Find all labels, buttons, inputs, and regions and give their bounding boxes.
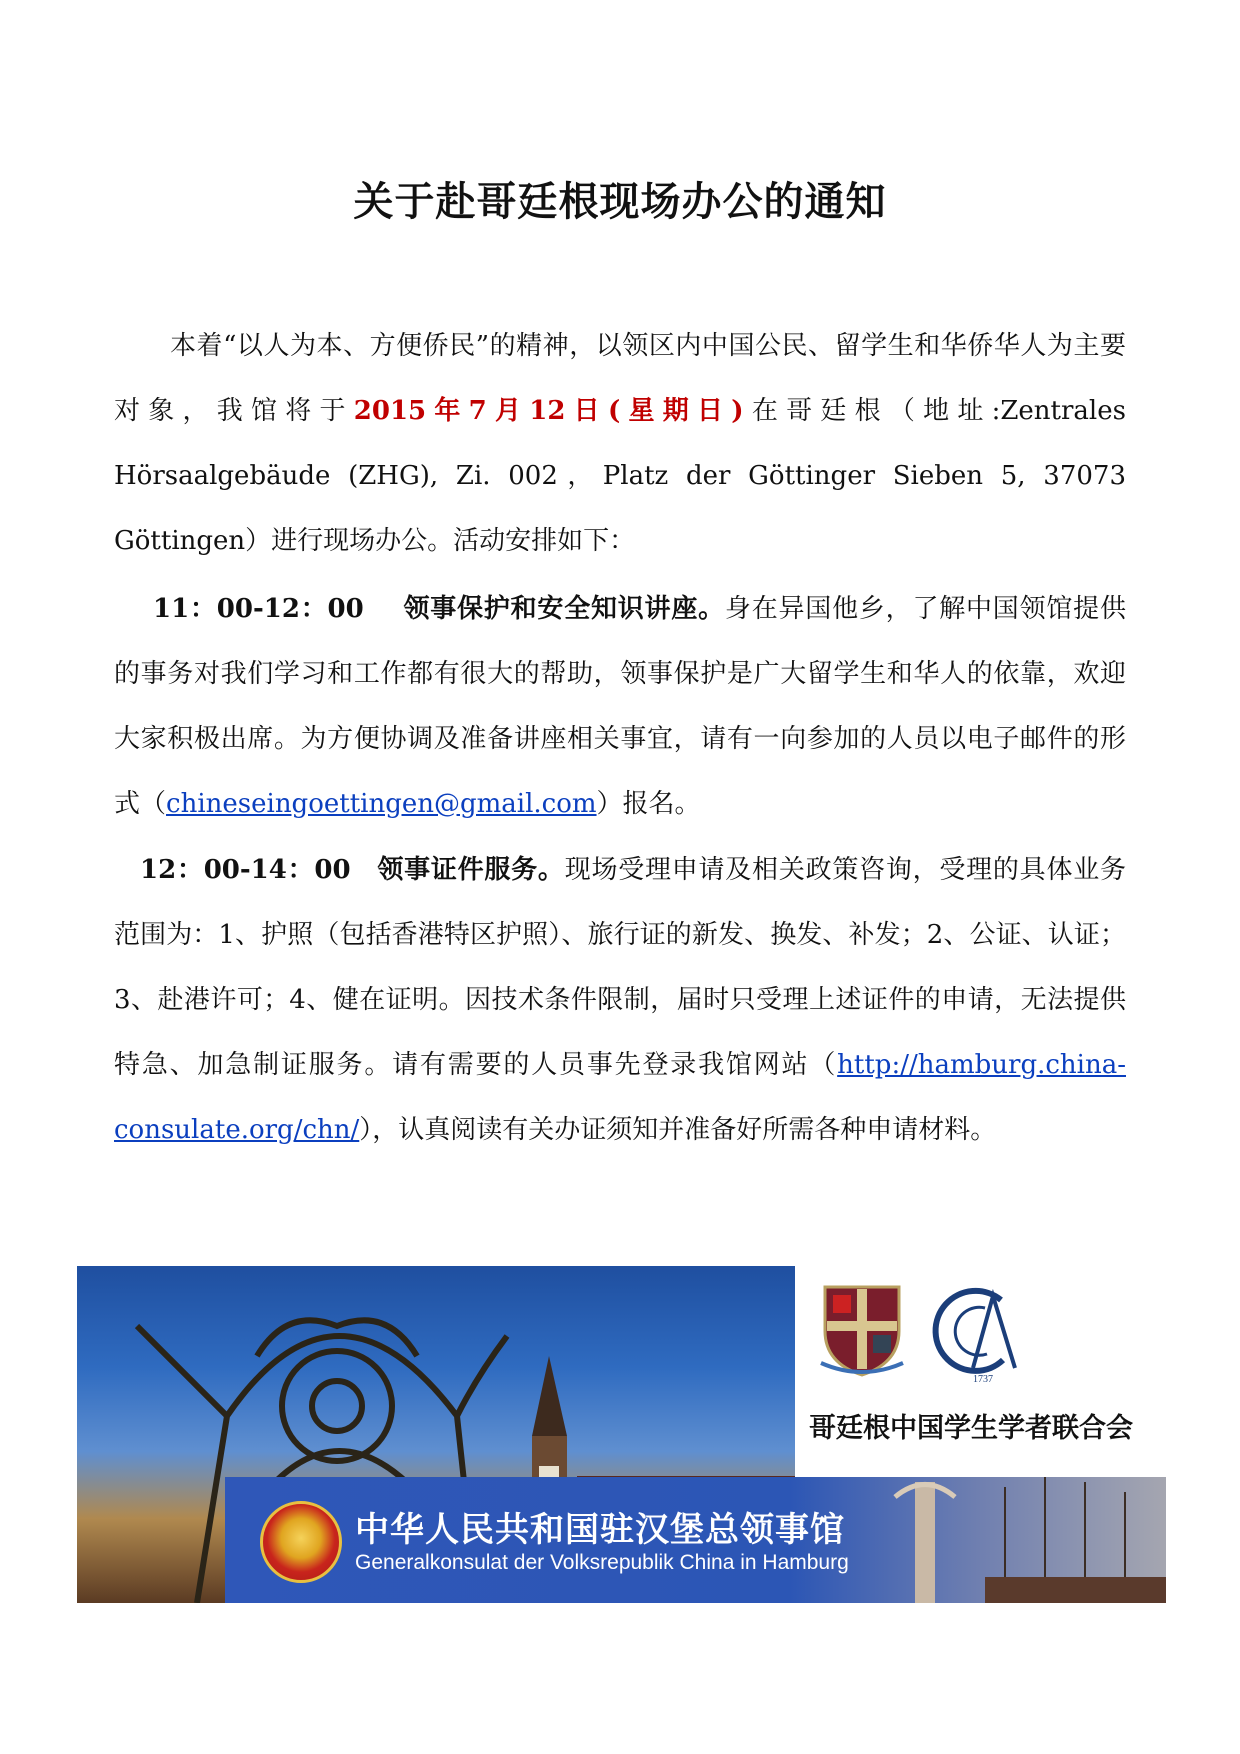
lecture-text-a: 身在异国他乡，了解中国领馆提供的事务对我们学习和工作都有很大的帮助，领事保护是广大留学生和华人的依靠，欢迎大家积极出席。为方便协调及准备讲座相关事宜，请有一向参加的人员以电子邮件的形式（	[114, 594, 1126, 819]
documents-heading: 领事证件服务。	[376, 855, 565, 885]
consulate-website-link[interactable]: http://hamburg.china-consulate.org/chn/	[114, 1050, 1126, 1145]
footer-banner	[77, 1266, 1166, 1603]
goettingen-university-logo-icon	[923, 1278, 1029, 1384]
lecture-heading: 领事保护和安全知识讲座。	[402, 594, 725, 624]
university-crest-icon	[819, 1281, 905, 1377]
documents-text-a: 现场受理申请及相关政策咨询，受理的具体业务范围为：1、护照（包括香港特区护照）、旅行证的新发、换发、补发；2、公证、认证；3、赴港许可；4、健在证明。因技术条件限制，届时只受理上述证件的申请，无法提供特急、加急制证服务。请有需要的人员事先登录我馆网站（	[114, 855, 1126, 1080]
email-link[interactable]: chineseingoettingen@gmail.com	[166, 789, 597, 819]
page-title: 关于赴哥廷根现场办公的通知	[353, 179, 887, 225]
org-name: 哥廷根中国学生学者联合会	[809, 1413, 1133, 1444]
national-emblem-icon	[260, 1501, 342, 1583]
intro-text-a: 本着“以人为本、方便侨民”的精神，以领区内中国公民、留学生和华侨华人为主要对象，我馆将于	[114, 331, 1126, 426]
intro-text-b: 在哥廷根（地址:Zentrales Hörsaalgebäude (ZHG), Zi. 002，Platz der Göttinger Sieben 5, 37073 Göttingen）进行现场办公。活动安排如下：	[114, 396, 1126, 556]
lecture-text-b: ）报名。	[596, 789, 701, 819]
documents-paragraph	[114, 838, 1126, 1163]
intro-paragraph	[114, 314, 1126, 574]
consulate-name-cn: 中华人民共和国驻汉堡总领事馆	[355, 1510, 845, 1550]
ga-logo-year: 1737	[973, 1374, 993, 1384]
consulate-name-de: Generalkonsulat der Volksrepublik China in Hamburg	[355, 1551, 849, 1574]
lecture-paragraph	[114, 577, 1126, 837]
event-date: 2015年7月12日(星期日)	[353, 396, 744, 426]
lecture-time: 11：00-12：00	[153, 594, 364, 624]
documents-time: 12：00-14：00	[140, 855, 351, 885]
documents-text-b: ），认真阅读有关办证须知并准备好所需各种申请材料。	[359, 1115, 997, 1145]
